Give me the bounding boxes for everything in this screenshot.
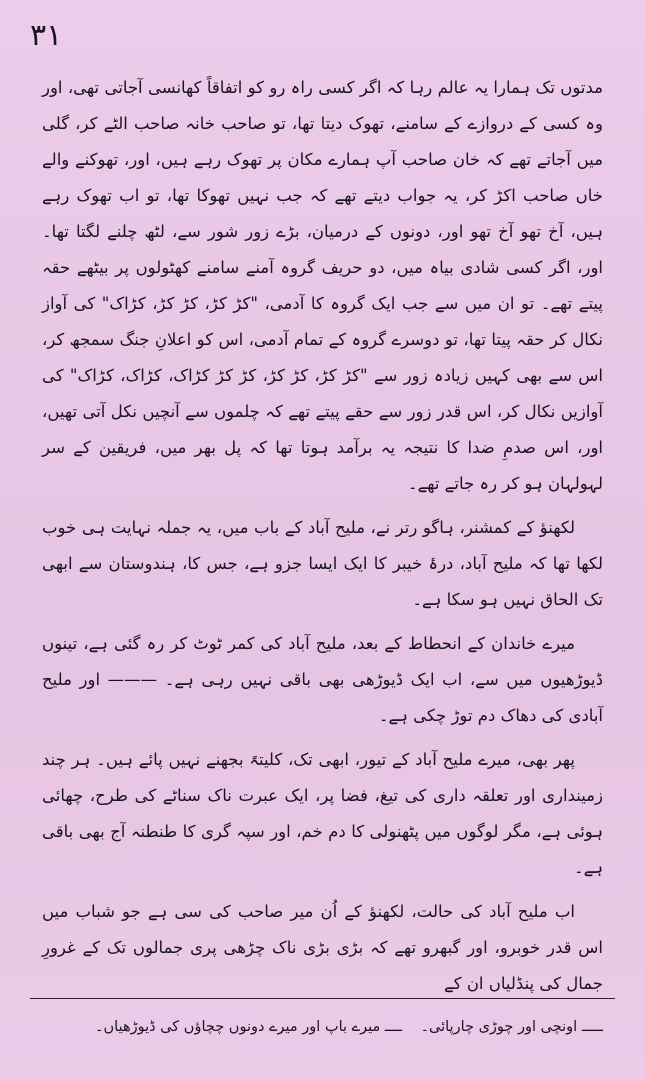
paragraph-2: لکھنؤ کے کمشنر، ہاگو رتر نے، ملیح آباد کے باب میں، یہ جملہ نہایت ہی خوب لکھا تھا کہ ملیح آباد، درۂ خیبر کا ایک ایسا جزو ہے، جس کا، ہندوستان سے ابھی تک الحاق نہیں ہو سکا ہے۔	[42, 518, 603, 609]
page-number: ۳۱	[30, 18, 63, 53]
paragraph-3: میرے خاندان کے انحطاط کے بعد، ملیح آباد کی کمر ٹوٹ کر رہ گئی ہے، تینوں ڈیوڑھیوں میں سے، اب ایک ڈیوڑھی بھی باقی نہیں رہی ہے۔ ——— اور ملیح آبادی کی دھاک دم توڑ چکی ہے۔	[42, 634, 603, 725]
paragraph-5: اب ملیح آباد کی حالت، لکھنؤ کے اُن میر صاحب کی سی ہے جو شباب میں اس قدر خوبرو، اور گبھرو تھے کہ بڑی بڑی ناک چڑھی پری جمالوں تک کے غرورِ جمال کی پنڈلیاں ان کے	[42, 902, 603, 993]
footnotes	[42, 1012, 603, 1042]
paragraph-1: مدتوں تک ہمارا یہ عالم رہا کہ اگر کسی راہ رو کو اتفاقاً کھانسی آجاتی تھی، اور وہ کسی کے دروازے کے سامنے، تھوک دیتا تھا، تو صاحب خانہ صاحب الٹے کر، گلی میں آجاتے تھے کہ خان صاحب آپ ہمارے مکان پر تھوک رہے ہیں، اور، تھوکنے والے خاں صاحب اکڑ کر، یہ جواب دیتے تھے کہ جب نہیں تھوکا تھا، تو اب تھوک رہے ہیں، آخ تھو آخ تھو اور، دونوں کے درمیان، بڑے زور شور سے، لٹھ چلنے لگتا تھا۔ اور، اگر کسی شادی بیاہ میں، دو حریف گروہ آمنے سامنے کھٹولوں پر بیٹھے حقہ پیتے تھے۔ تو ان میں سے جب ایک گروہ کا آدمی، "کڑ کڑ، کڑ کڑ، کڑاک" کی آواز نکال کر حقہ پیتا تھا، تو دوسرے گروہ کے تمام آدمی، اس کو اعلانِ جنگ سمجھ کر، اس سے بھی کہیں زیادہ زور سے "کڑ کڑ، کڑ کڑ، کڑ کڑ کڑاک، کڑاک، کڑاک" کی آوازیں نکال کر، اس قدر زور سے حقے پیتے تھے کہ چلموں سے آنچیں نکل آتی تھیں، اور، اس صدمِ ضدا کا نتیجہ یہ برآمد ہوتا تھا کہ پل بھر میں، فریقین کے سر لہولہان ہو کر رہ جاتے تھے۔	[42, 78, 603, 493]
body-text	[42, 70, 603, 1010]
footnote-1: ـــــ اونچی اور چوڑی چارپائی۔	[420, 1019, 603, 1035]
paragraph-4: پھر بھی، میرے ملیح آباد کے تیور، ابھی تک، کلیتہً بجھنے نہیں پائے ہیں۔ ہر چند زمینداری اور تعلقہ داری کی تیغ، فضا پر، ایک عبرت ناک سناٹے کی طرح، چھائی ہوئی ہے، مگر لوگوں میں پٹھنولی کا دم خم، اور سپہ گری کا طنطنہ آج بھی باقی ہے۔	[42, 750, 603, 877]
footnote-divider	[30, 998, 615, 999]
footnote-2: ــــ میرے باپ اور میرے دونوں چچاؤں کی ڈیوڑھیاں۔	[95, 1019, 402, 1035]
